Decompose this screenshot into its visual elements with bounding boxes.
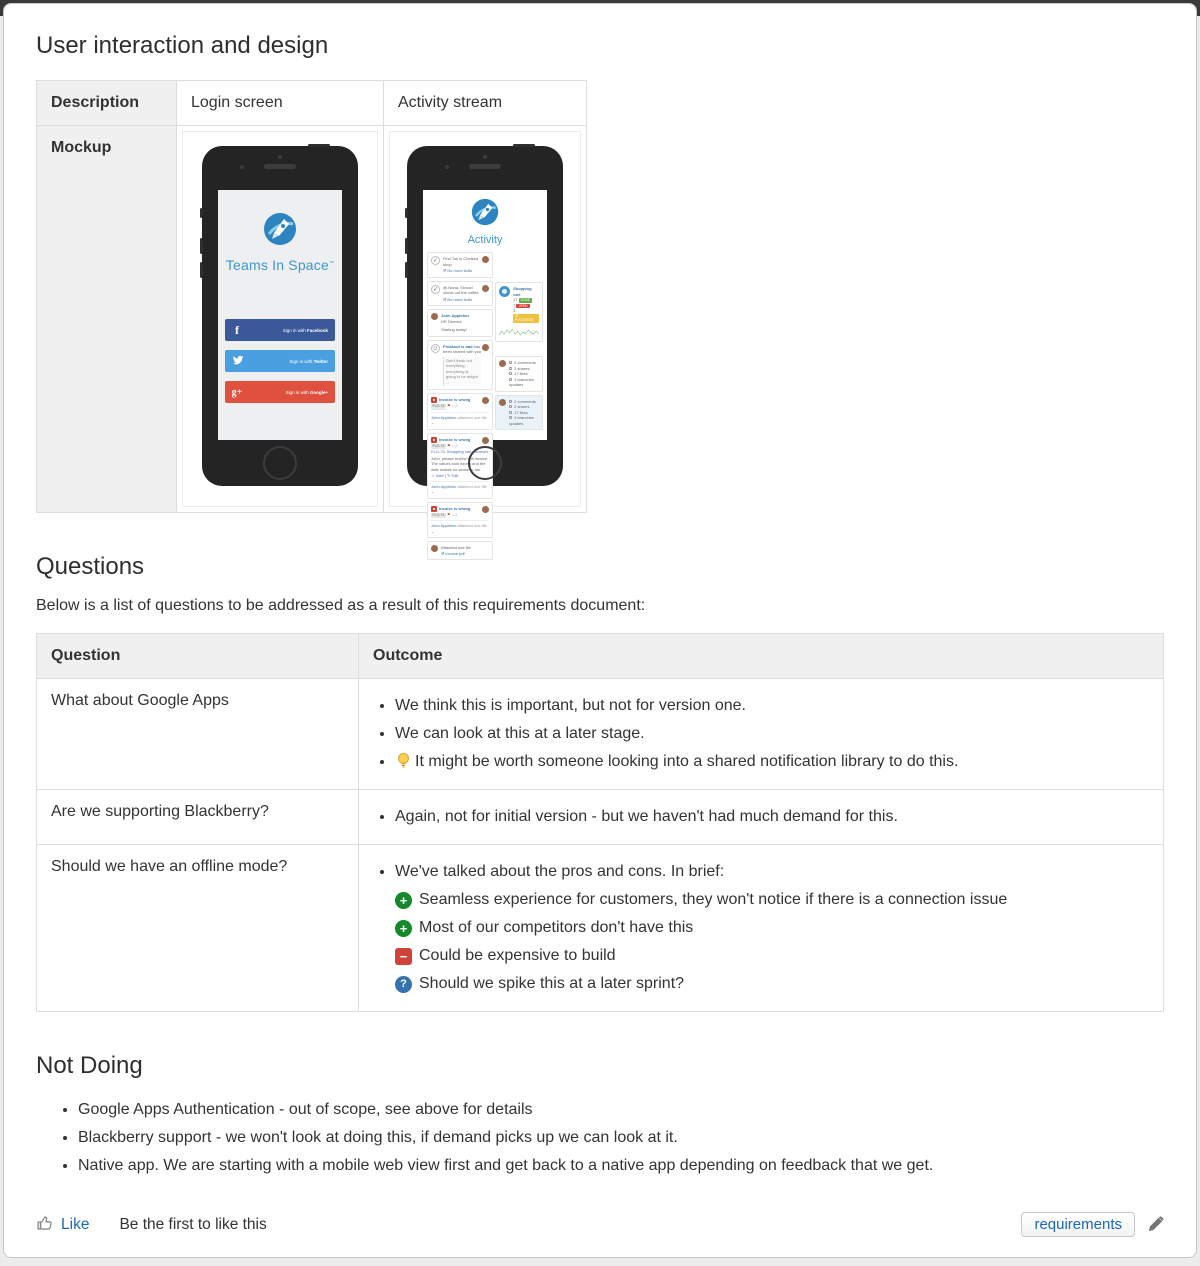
edit-link: ✎ Edit [446,473,459,478]
like-hint: Be the first to like this [119,1215,267,1233]
task-text: Find Tok in Chelsea shop [443,256,479,267]
signin-facebook-button [225,319,335,341]
issue-body: John, please review this invoice. The values look wrong and the date makes no sense to me. [431,455,489,472]
chart-title: Shopping cart [513,286,532,297]
label-tag-requirements[interactable]: requirements [1021,1212,1135,1237]
signin-label: Sign in with Facebook [282,327,328,333]
outcome-subitem [395,886,1149,914]
teams-in-space-logo-icon [471,198,499,231]
login-mockup-cell [177,126,384,513]
issue-type-icon [431,397,437,403]
phone-home-button [263,446,297,480]
questions-heading: Questions [36,553,145,580]
activity-card-task [427,281,493,307]
stat-icon [509,361,512,364]
flag-icon: ⚑ [445,403,451,408]
phone-sensor-dot [240,165,244,169]
teams-in-space-logo-icon [263,212,297,251]
mockup-col-activity: Activity stream [384,81,587,126]
chart-status-row: 17 DONE [513,297,530,302]
activity-stream [423,252,547,563]
issue-type-icon [431,437,437,443]
stat-icon [509,372,512,375]
plus-icon: + [395,892,412,909]
activity-card-profile [427,309,493,337]
page-footer [36,1212,1164,1237]
stat-line: 17 likes [509,410,539,416]
issue-title: Invoice is wrong [439,505,471,511]
mockup-row-label: Mockup [37,126,177,513]
issue-key-badge: FLO-73 [432,443,445,448]
signin-twitter-button [225,350,335,372]
outcome-list [373,803,1149,831]
not-doing-list [36,1096,1164,1180]
question-row [37,679,1164,790]
mockup-table-header-row [37,81,587,126]
check-icon: ✓ [432,258,439,264]
stat-icon [509,405,512,408]
mockup-col-description: Description [37,81,177,126]
activity-card-stats [495,356,543,392]
issue-badges [431,403,489,410]
not-doing-item: • Google Apps Authentication - out of scope, see above for details [78,1096,1164,1124]
signin-buttons [218,319,342,403]
issue-meta: John Appleton attached one file ⌄ [431,520,489,534]
stat-line: 2 shares [509,366,539,372]
status-badge: DONE [520,298,530,302]
stat-icon [509,416,512,419]
activity-card-issue [427,393,493,430]
share-text: Freakout is bad has been shared with you [443,343,482,354]
page-title: User interaction and design [36,32,329,59]
avatar [431,545,438,552]
stat-line: 17 likes [509,371,539,377]
activity-phone-frame [407,146,563,556]
question-icon: ? [395,976,412,993]
task-link: 🗎 No more trolls [443,296,473,302]
activity-mockup-cell [384,126,587,556]
not-doing-item: • Native app. We are starting with a mobile web view first and get back to a native app depending on feedback that we get. [78,1152,1164,1180]
file-text: Attached one file [441,545,471,550]
profile-note: Starting today! [441,327,467,332]
activity-screen [423,190,547,556]
avatar [499,399,506,406]
shopping-cart-icon [499,286,510,297]
issue-title: Invoice is wrong [439,436,471,442]
like-label: Like [61,1215,90,1233]
issue-meta: John Appleton attached one file ⌄ [431,481,489,495]
outcome-subitem [395,914,1149,942]
issue-key-badge: FLO-73 [432,404,445,408]
status-badge: OPEN [518,303,528,308]
status-badge: IN PROGRESS [513,314,539,323]
issue-actions: ☆ Vote | ✎ Edit [431,473,459,478]
issue-meta: John Appleton attached one file ⌄ [431,412,489,426]
activity-card-issue [427,502,493,539]
mockup-table [36,80,587,556]
question-cell: What about Google Apps [37,679,359,790]
subitem-text: Seamless experience for customers, they won't notice if there is a connection issue [419,891,1008,908]
not-doing-item: • Blackberry support - we won't look at doing this, if demand picks up we can look at it. [78,1124,1164,1152]
outcome-subitem [395,970,1149,998]
flag-icon: ⚑ [445,442,451,448]
questions-col-outcome: Outcome [359,634,1164,679]
phone-sensor-dot [445,165,449,169]
issue-key-badge: FLO-73 [432,512,445,517]
sparkline-chart [499,325,539,339]
stat-icon [509,367,512,370]
login-phone-frame [202,146,358,486]
stat-line: 2 comments [509,399,539,405]
signin-googleplus-button [225,381,335,403]
stat-line: 3 branches updates [509,376,534,387]
activity-title: Activity [467,234,503,246]
issue-type-icon [431,506,437,512]
activity-card-file [427,541,493,560]
outcome-item: • We've talked about the pros and cons. In brief: + Seamless experience for customers, they won't notice if there is a connection issue + Most of our competitors don't have this − Could be expensive to build ? Should we spike this at a later sprint? [395,858,1149,998]
phone-home-button [468,446,502,480]
avatar [499,360,506,367]
questions-col-question: Question [37,634,359,679]
activity-card-task [427,252,493,278]
comment-count: ○ 2 [450,511,458,517]
avatar [482,285,489,292]
subitem-text: Most of our competitors don't have this [419,919,694,936]
outcome-item: • It might be worth someone looking into a shared notification library to do this. [395,748,1149,776]
question-row [37,790,1164,845]
check-icon: ✓ [432,286,439,293]
stat-icon [509,400,512,403]
outcome-subitem [395,942,1149,970]
lightbulb-icon [395,753,415,770]
googleplus-icon: g+ [231,386,243,398]
phone-speaker [469,164,501,169]
question-cell: Are we supporting Blackberry? [37,790,359,845]
vote-link: ☆ Vote [431,473,444,478]
flag-icon: ⚑ [445,511,451,517]
avatar [482,437,489,444]
thumbs-up-icon [36,1213,55,1237]
task-link: 🗎 No more trolls [443,268,473,273]
activity-mockup-image[interactable] [389,131,581,556]
avatar [431,313,438,320]
outcome-sublist [395,886,1149,998]
avatar [482,506,489,513]
facebook-icon: f [235,322,239,337]
not-doing-heading: Not Doing [36,1052,143,1079]
activity-card-chart [495,282,543,342]
outcome-list [373,692,1149,776]
wiki-page [3,3,1197,1258]
comment-count: ○ 2 [450,442,458,448]
plus-icon: + [395,920,412,937]
outcome-item: • Again, not for initial version - but we haven't had much demand for this. [395,803,1149,831]
outcome-cell [359,679,1164,790]
subitem-text: Should we spike this at a later sprint? [419,975,685,992]
questions-header-row [37,634,1164,679]
issue-links: FLO-73: Shopping cart, Invoices [431,449,489,454]
chart-status-row: 7 OPEN [513,302,528,308]
question-cell: Should we have an offline mode? [37,845,359,1012]
questions-table [36,633,1164,1012]
profile-name: John Appleton [441,313,469,318]
twitter-icon [225,352,249,370]
questions-intro: Below is a list of questions to be addressed as a result of this requirements document: [36,597,646,614]
edit-labels-pencil-icon[interactable] [1147,1216,1164,1233]
stat-line: 3 branches updates [509,415,534,426]
question-row [37,845,1164,1012]
signin-label: Sign in with Google+ [285,389,328,395]
stat-icon [509,378,512,381]
outcome-cell [359,790,1164,845]
stat-line: 2 comments [509,360,539,366]
phone-camera-dot [278,155,282,159]
minus-icon: − [395,948,412,965]
mockup-table-row [37,126,587,513]
brand-name: Teams In Space™ [225,257,335,273]
outcome-item: • We can look at this at a later stage. [395,720,1149,748]
mockup-col-login: Login screen [177,81,384,126]
stat-line: 2 shares [509,404,539,410]
subitem-text: Could be expensive to build [419,947,616,964]
like-button[interactable] [36,1213,89,1237]
outcome-cell [359,845,1164,1012]
login-mockup-image[interactable] [182,131,378,507]
avatar [482,344,489,351]
signin-label: Sign in with Twitter [289,358,328,364]
outcome-list [373,858,1149,998]
stat-icon [509,411,512,414]
outcome-item: • We think this is important, but not for version one. [395,692,1149,720]
login-screen [218,190,342,440]
issue-badges [431,512,489,519]
profile-role: HR Director [441,318,462,324]
share-quote: Don't freak out everything, everything is going to be alright ... [443,357,481,387]
chart-status-row: 3 IN PROGRESS [513,308,539,323]
task-text: @-Nana: Should check out the coffee [443,284,479,295]
activity-card-share [427,340,493,391]
activity-card-stats [495,395,543,431]
file-link: 🗎 Invoice.pdf [441,550,465,556]
phone-camera-dot [483,155,487,159]
person-icon: ☺ [432,345,439,352]
phone-speaker [264,164,296,169]
issue-title: Invoice is wrong [439,397,471,403]
comment-count: ○ 2 [450,403,458,408]
